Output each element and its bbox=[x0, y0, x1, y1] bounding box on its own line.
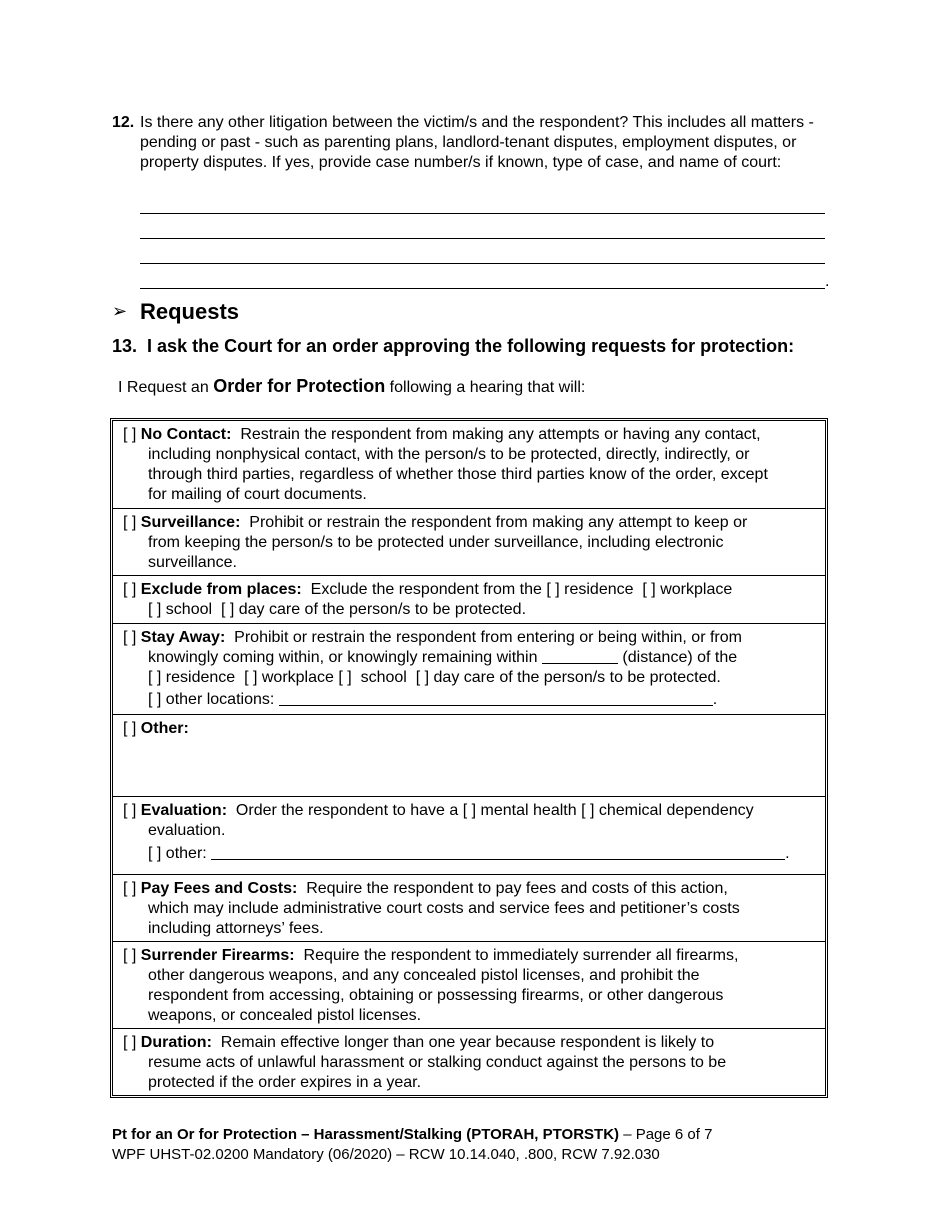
checkbox-evaluation-other[interactable]: [ ] bbox=[148, 845, 162, 862]
no-contact-text-3: through third parties, regardless of whether those third parties know of the order, except bbox=[148, 466, 768, 483]
request-row-stay-away bbox=[113, 623, 825, 714]
requests-table bbox=[110, 418, 828, 1098]
fees-label: Pay Fees and Costs: bbox=[140, 880, 298, 897]
arrow-bullet-icon: ➢ bbox=[112, 301, 128, 321]
checkbox-stay-workplace[interactable]: [ ] bbox=[244, 669, 258, 686]
stay-away-text-1: Prohibit or restrain the respondent from entering or being within, or from bbox=[234, 629, 742, 646]
distance-field[interactable] bbox=[542, 649, 618, 664]
intro-order-title: Order for Protection bbox=[213, 376, 386, 396]
surveillance-text-3: surveillance. bbox=[148, 554, 237, 571]
duration-text-1: Remain effective longer than one year because respondent is likely to bbox=[220, 1034, 715, 1051]
evaluation-other-end: . bbox=[785, 845, 790, 862]
fees-text-1: Require the respondent to pay fees and costs of this action, bbox=[306, 880, 728, 897]
question-12-text: Is there any other litigation between the victim/s and the respondent? This includes all matters - pending or past - such as parenting plans, landlord-tenant disputes, employment disputes, or property disputes. If yes, provide case number/s if known, type of case, and name of court: bbox=[140, 114, 814, 171]
firearms-text-2: other dangerous weapons, and any concealed pistol licenses, and prohibit the bbox=[148, 967, 700, 984]
request-row-no-contact bbox=[113, 421, 825, 508]
no-contact-text-1: Restrain the respondent from making any attempts or having any contact, bbox=[240, 426, 761, 443]
question-13-text: I ask the Court for an order approving the following requests for protection: bbox=[147, 336, 795, 356]
requests-heading bbox=[112, 299, 239, 325]
footer-form-id: WPF UHST-02.0200 Mandatory (06/2020) – RCW 10.14.040, .800, RCW 7.92.030 bbox=[112, 1146, 660, 1163]
checkbox-stay-daycare[interactable]: [ ] bbox=[415, 669, 430, 686]
no-contact-text-4: for mailing of court documents. bbox=[148, 486, 367, 503]
firearms-text-4: weapons, or concealed pistol licenses. bbox=[148, 1007, 422, 1024]
stay-away-text-2a: knowingly coming within, or knowingly remaining within bbox=[148, 649, 538, 666]
evaluation-other-field[interactable] bbox=[211, 845, 785, 860]
stay-daycare-label: day care of the person/s to be protected. bbox=[433, 669, 721, 686]
checkbox-duration[interactable]: [ ] bbox=[123, 1034, 137, 1051]
intro-post: following a hearing that will: bbox=[389, 379, 586, 396]
stay-away-label: Stay Away: bbox=[140, 629, 226, 646]
no-contact-label: No Contact: bbox=[140, 426, 232, 443]
request-row-fees bbox=[113, 874, 825, 941]
surveillance-text-1: Prohibit or restrain the respondent from making any attempt to keep or bbox=[249, 514, 748, 531]
no-contact-text-2: including nonphysical contact, with the person/s to be protected, directly, indirectly, or bbox=[148, 446, 750, 463]
checkbox-exclude-daycare[interactable]: [ ] bbox=[220, 601, 235, 618]
firearms-label: Surrender Firearms: bbox=[140, 947, 295, 964]
duration-label: Duration: bbox=[140, 1034, 212, 1051]
checkbox-fees[interactable]: [ ] bbox=[123, 880, 137, 897]
checkbox-chemical-dependency[interactable]: [ ] bbox=[581, 802, 595, 819]
checkbox-exclude-residence[interactable]: [ ] bbox=[546, 581, 560, 598]
footer-page-number: – Page 6 of 7 bbox=[623, 1126, 713, 1143]
checkbox-stay-other[interactable]: [ ] bbox=[148, 691, 162, 708]
surveillance-text-2: from keeping the person/s to be protected under surveillance, including electronic bbox=[148, 534, 724, 551]
footer-form-title: Pt for an Or for Protection – Harassment/Stalking (PTORAH, PTORSTK) bbox=[112, 1126, 620, 1143]
other-label: Other: bbox=[140, 720, 189, 737]
evaluation-text-1: Order the respondent to have a bbox=[235, 802, 459, 819]
answer-line-3[interactable] bbox=[140, 263, 825, 264]
firearms-text-1: Require the respondent to immediately surrender all firearms, bbox=[303, 947, 739, 964]
question-12-number: 12. bbox=[112, 114, 135, 131]
exclude-daycare-label: day care of the person/s to be protected. bbox=[238, 601, 527, 618]
other-locations-field[interactable] bbox=[279, 691, 713, 706]
stay-workplace-label: workplace bbox=[261, 669, 334, 686]
stay-other-label: other locations: bbox=[165, 691, 275, 708]
question-12 bbox=[112, 113, 827, 173]
exclude-residence-label: residence bbox=[564, 581, 634, 598]
checkbox-evaluation[interactable]: [ ] bbox=[123, 802, 137, 819]
request-row-evaluation bbox=[113, 796, 825, 874]
evaluation-other-label: other: bbox=[165, 845, 207, 862]
request-intro bbox=[118, 376, 585, 397]
answer-line-4[interactable] bbox=[140, 288, 825, 289]
checkbox-stay-school[interactable]: [ ] bbox=[338, 669, 352, 686]
requests-heading-text: Requests bbox=[140, 299, 240, 324]
checkbox-firearms[interactable]: [ ] bbox=[123, 947, 137, 964]
evaluation-text-2: evaluation. bbox=[148, 822, 226, 839]
stay-residence-label: residence bbox=[165, 669, 236, 686]
checkbox-stay-residence[interactable]: [ ] bbox=[148, 669, 162, 686]
request-row-duration bbox=[113, 1028, 825, 1095]
exclude-workplace-label: workplace bbox=[660, 581, 733, 598]
checkbox-mental-health[interactable]: [ ] bbox=[462, 802, 477, 819]
checkbox-exclude-workplace[interactable]: [ ] bbox=[642, 581, 656, 598]
exclude-label: Exclude from places: bbox=[140, 581, 302, 598]
stay-away-text-2b: (distance) of the bbox=[622, 649, 738, 666]
request-row-other bbox=[113, 714, 825, 796]
firearms-text-3: respondent from accessing, obtaining or possessing firearms, or other dangerous bbox=[148, 987, 724, 1004]
surveillance-label: Surveillance: bbox=[140, 514, 241, 531]
question-13 bbox=[112, 336, 794, 357]
answer-line-1[interactable] bbox=[140, 213, 825, 214]
answer-end-period: . bbox=[825, 273, 830, 290]
exclude-school-label: school bbox=[165, 601, 213, 618]
evaluation-label: Evaluation: bbox=[140, 802, 228, 819]
request-row-exclude bbox=[113, 575, 825, 623]
fees-text-2: which may include administrative court costs and service fees and petitioner’s costs bbox=[148, 900, 740, 917]
question-13-number: 13. bbox=[112, 336, 138, 356]
request-row-firearms bbox=[113, 941, 825, 1028]
fees-text-3: including attorneys’ fees. bbox=[148, 920, 324, 937]
stay-other-end: . bbox=[712, 691, 718, 708]
exclude-text-1: Exclude the respondent from the bbox=[310, 581, 542, 598]
checkbox-other[interactable]: [ ] bbox=[123, 720, 137, 737]
duration-text-3: protected if the order expires in a year. bbox=[148, 1074, 422, 1091]
chemical-dependency-label: chemical dependency bbox=[598, 802, 754, 819]
checkbox-exclude[interactable]: [ ] bbox=[123, 581, 137, 598]
checkbox-stay-away[interactable]: [ ] bbox=[123, 629, 137, 646]
checkbox-surveillance[interactable]: [ ] bbox=[123, 514, 137, 531]
request-row-surveillance bbox=[113, 508, 825, 575]
stay-school-label: school bbox=[360, 669, 407, 686]
footer-title bbox=[112, 1126, 712, 1143]
intro-pre: I Request an bbox=[118, 379, 209, 396]
checkbox-exclude-school[interactable]: [ ] bbox=[148, 601, 162, 618]
checkbox-no-contact[interactable]: [ ] bbox=[123, 426, 137, 443]
answer-line-2[interactable] bbox=[140, 238, 825, 239]
mental-health-label: mental health bbox=[480, 802, 577, 819]
duration-text-2: resume acts of unlawful harassment or stalking conduct against the persons to be bbox=[148, 1054, 727, 1071]
